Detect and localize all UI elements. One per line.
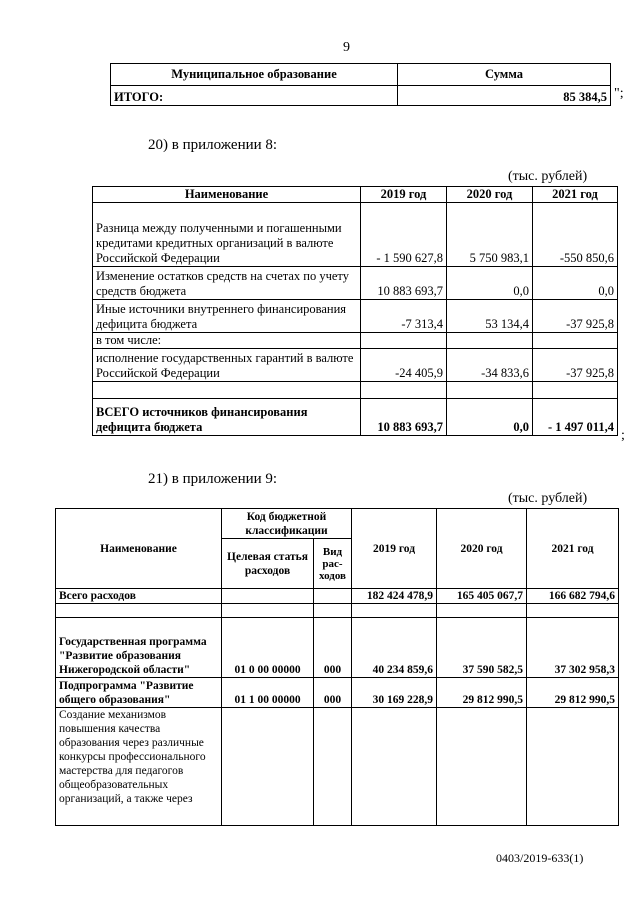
table-row bbox=[56, 604, 619, 618]
row-name: Всего расходов bbox=[56, 589, 222, 604]
row-name: исполнение государственных гарантий в валюте Российской Федерации bbox=[93, 349, 361, 382]
value-2020 bbox=[447, 382, 533, 399]
target-code bbox=[222, 604, 314, 618]
table-row bbox=[56, 589, 619, 604]
table-row bbox=[56, 678, 619, 708]
semicolon: ; bbox=[621, 428, 625, 443]
value-2021 bbox=[533, 382, 618, 399]
table-row bbox=[93, 333, 618, 349]
table-row bbox=[93, 300, 618, 333]
value-2019 bbox=[352, 604, 437, 618]
kind-code bbox=[314, 708, 352, 826]
value-2019: - 1 590 627,8 bbox=[361, 203, 447, 267]
kind-code bbox=[314, 604, 352, 618]
row-name: Изменение остатков средств на счетах по учету средств бюджета bbox=[93, 267, 361, 300]
value-2019 bbox=[361, 333, 447, 349]
value-2021: -550 850,6 bbox=[533, 203, 618, 267]
column-header: 2019 год bbox=[352, 509, 437, 589]
value-2021: -37 925,8 bbox=[533, 349, 618, 382]
table-row bbox=[56, 618, 619, 678]
row-name bbox=[93, 382, 361, 399]
sources-table bbox=[92, 186, 618, 436]
value-2020: 0,0 bbox=[447, 399, 533, 436]
value-2020 bbox=[437, 604, 527, 618]
column-header: 2019 год bbox=[361, 187, 447, 203]
value-2021: 166 682 794,6 bbox=[527, 589, 619, 604]
table-row bbox=[93, 203, 618, 267]
section-20-heading: 20) в приложении 8: bbox=[148, 137, 278, 153]
kind-code bbox=[314, 589, 352, 604]
expenses-table bbox=[55, 508, 619, 826]
units-label: (тыс. рублей) bbox=[508, 491, 588, 506]
row-name: ВСЕГО источников финансирования дефицита бюджета bbox=[93, 399, 361, 436]
value-2021: -37 925,8 bbox=[533, 300, 618, 333]
row-name: Создание механизмов повышения качества образования через различные конкурсы профессионального мастерства для педагогов общеобразовательных организаций, а также через bbox=[56, 708, 222, 826]
value-2021: - 1 497 011,4 bbox=[533, 399, 618, 436]
column-header: Код бюджетной классификации bbox=[222, 509, 352, 539]
target-code: 01 0 00 00000 bbox=[222, 618, 314, 678]
column-header: Наименование bbox=[56, 509, 222, 589]
column-header: Целевая статья расходов bbox=[222, 539, 314, 589]
column-header: Сумма bbox=[398, 64, 611, 86]
value-2021: 0,0 bbox=[533, 267, 618, 300]
column-header: Наименование bbox=[93, 187, 361, 203]
value-2021: 37 302 958,3 bbox=[527, 618, 619, 678]
table-row bbox=[93, 399, 618, 436]
row-name: Разница между полученными и погашенными кредитами кредитных организаций в валюте Российской Федерации bbox=[93, 203, 361, 267]
table-row bbox=[56, 708, 619, 826]
value-2020: 0,0 bbox=[447, 267, 533, 300]
kind-code: 000 bbox=[314, 678, 352, 708]
page-number: 9 bbox=[343, 40, 350, 55]
value-2019: -24 405,9 bbox=[361, 349, 447, 382]
value-2021 bbox=[533, 333, 618, 349]
row-name: в том числе: bbox=[93, 333, 361, 349]
value-2019 bbox=[361, 382, 447, 399]
section-21-heading: 21) в приложении 9: bbox=[148, 471, 278, 487]
column-header: Муниципальное образование bbox=[111, 64, 398, 86]
closing-quote: "; bbox=[614, 86, 624, 101]
column-header: Вид рас-ходов bbox=[314, 539, 352, 589]
value-2019 bbox=[352, 708, 437, 826]
value-2020: 37 590 582,5 bbox=[437, 618, 527, 678]
target-code bbox=[222, 708, 314, 826]
value-2021 bbox=[527, 708, 619, 826]
value-2021 bbox=[527, 604, 619, 618]
value-2019: 30 169 228,9 bbox=[352, 678, 437, 708]
value-2020 bbox=[437, 708, 527, 826]
value-2020: -34 833,6 bbox=[447, 349, 533, 382]
column-header: 2020 год bbox=[437, 509, 527, 589]
column-header: 2021 год bbox=[527, 509, 619, 589]
column-header: 2021 год bbox=[533, 187, 618, 203]
value-2019: 182 424 478,9 bbox=[352, 589, 437, 604]
table-row bbox=[93, 349, 618, 382]
row-name: Государственная программа "Развитие образования Нижегородской области" bbox=[56, 618, 222, 678]
value-2019: 40 234 859,6 bbox=[352, 618, 437, 678]
value-2019: 10 883 693,7 bbox=[361, 399, 447, 436]
row-name: Иные источники внутреннего финансирования дефицита бюджета bbox=[93, 300, 361, 333]
value-2021: 29 812 990,5 bbox=[527, 678, 619, 708]
value-2019: 10 883 693,7 bbox=[361, 267, 447, 300]
value-2020: 29 812 990,5 bbox=[437, 678, 527, 708]
value-2020: 165 405 067,7 bbox=[437, 589, 527, 604]
value-2020: 53 134,4 bbox=[447, 300, 533, 333]
value-2020 bbox=[447, 333, 533, 349]
value-2020: 5 750 983,1 bbox=[447, 203, 533, 267]
municipal-total-table bbox=[110, 63, 611, 106]
total-label: ИТОГО: bbox=[111, 86, 398, 106]
column-header: 2020 год bbox=[447, 187, 533, 203]
total-value: 85 384,5 bbox=[398, 86, 611, 106]
table-row bbox=[93, 267, 618, 300]
row-name: Подпрограмма "Развитие общего образования" bbox=[56, 678, 222, 708]
kind-code: 000 bbox=[314, 618, 352, 678]
row-name bbox=[56, 604, 222, 618]
table-row bbox=[93, 382, 618, 399]
target-code: 01 1 00 00000 bbox=[222, 678, 314, 708]
value-2019: -7 313,4 bbox=[361, 300, 447, 333]
units-label: (тыс. рублей) bbox=[508, 169, 588, 184]
document-code: 0403/2019-633(1) bbox=[496, 851, 584, 865]
target-code bbox=[222, 589, 314, 604]
